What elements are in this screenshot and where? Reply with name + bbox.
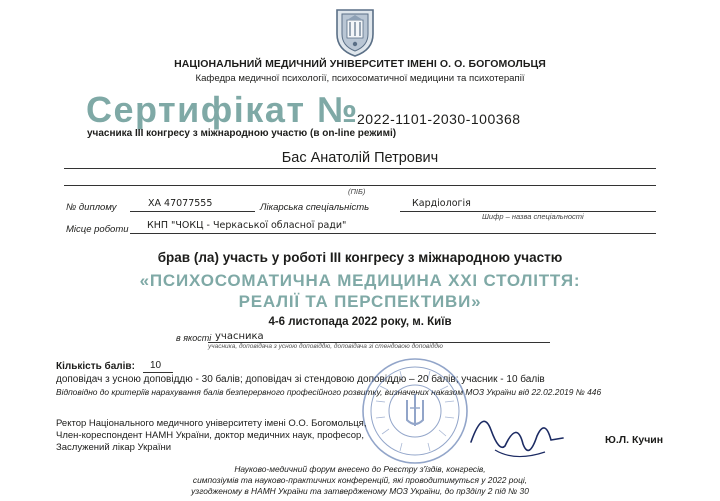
role-value: учасника [215, 331, 264, 342]
name-underline-2 [64, 185, 656, 186]
signer-name: Ю.Л. Кучин [605, 434, 664, 446]
certificate-number: 2022-1101-2030-100368 [357, 111, 521, 127]
handwritten-signature [465, 400, 575, 470]
footer-line3: узгодженому в НАМН України та затвердженому МОЗ України, до пр3ділу 2 під № 30 [191, 486, 529, 496]
congress-topic-line2: РЕАЛІЇ ТА ПЕРСПЕКТИВИ» [238, 292, 482, 311]
workplace-label: Місце роботи [66, 224, 129, 235]
score-note: Відповідно до критеріїв нарахування балів безперервного професійного розвитку, визначених наказом МОЗ України від 22.02.2019 № 446 [56, 387, 602, 397]
score-label: Кількість балів: [56, 361, 135, 372]
specialty-value: Кардіологія [412, 198, 471, 209]
certificate-title: Сертифікат № [86, 89, 359, 130]
congress-dates: 4-6 листопада 2022 року, м. Київ [268, 316, 452, 328]
rector-line1: Ректор Національного медичного університету імені О.О. Богомольця, [56, 418, 367, 429]
certificate-subtitle: учасника ІІІ конгресу з міжнародною участю (в on-line режимі) [87, 128, 397, 139]
department-name: Кафедра медичної психології, психосоматичної медицини та психотерапії [195, 73, 525, 84]
congress-topic-line1: «ПСИХОСОМАТИЧНА МЕДИЦИНА ХХІ СТОЛІТТЯ: [139, 271, 581, 290]
role-label: в якості [176, 333, 212, 343]
score-description: доповідач з усною доповіддю - 30 балів; доповідач зі стендовою доповіддю – 20 балів; учасник - 10 балів [56, 374, 545, 385]
name-caption: (ПІБ) [348, 187, 366, 196]
workplace-value: КНП "ЧОКЦ - Черкаської обласної ради" [147, 220, 347, 231]
university-name: НАЦІОНАЛЬНИЙ МЕДИЧНИЙ УНІВЕРСИТЕТ ІМЕНІ О. О. БОГОМОЛЬЦЯ [174, 58, 546, 70]
university-crest-icon [333, 4, 377, 58]
score-value: 10 [150, 360, 162, 371]
participation-text: брав (ла) участь у роботі ІІІ конгресу з міжнародною участю [157, 250, 563, 265]
role-caption: учасника, доповідача з усною доповіддю, доповідача зі стендовою доповіддю [208, 343, 443, 350]
diploma-value: ХА 47077555 [148, 198, 213, 209]
diploma-underline [130, 211, 255, 212]
rector-line2: Член-кореспондент НАМН України, доктор медичних наук, професор, [56, 430, 364, 441]
footer-line2: симпозіумів та науково-практичних конференцій, які проводитимуться у 2022 році, [192, 475, 528, 485]
score-underline [143, 372, 173, 373]
specialty-caption: Шифр – назва спеціальності [482, 212, 584, 221]
name-underline [64, 168, 656, 169]
round-seal-stamp [360, 356, 470, 466]
footer-line1: Науково-медичний форум внесено до Реєстру з'їздів, конгресів, [234, 464, 486, 474]
rector-line3: Заслужений лікар України [56, 442, 172, 453]
specialty-label: Лікарська спеціальність [260, 202, 370, 213]
participant-name: Бас Анатолій Петрович [281, 150, 439, 166]
diploma-label: № диплому [66, 202, 117, 213]
workplace-underline [130, 233, 656, 234]
